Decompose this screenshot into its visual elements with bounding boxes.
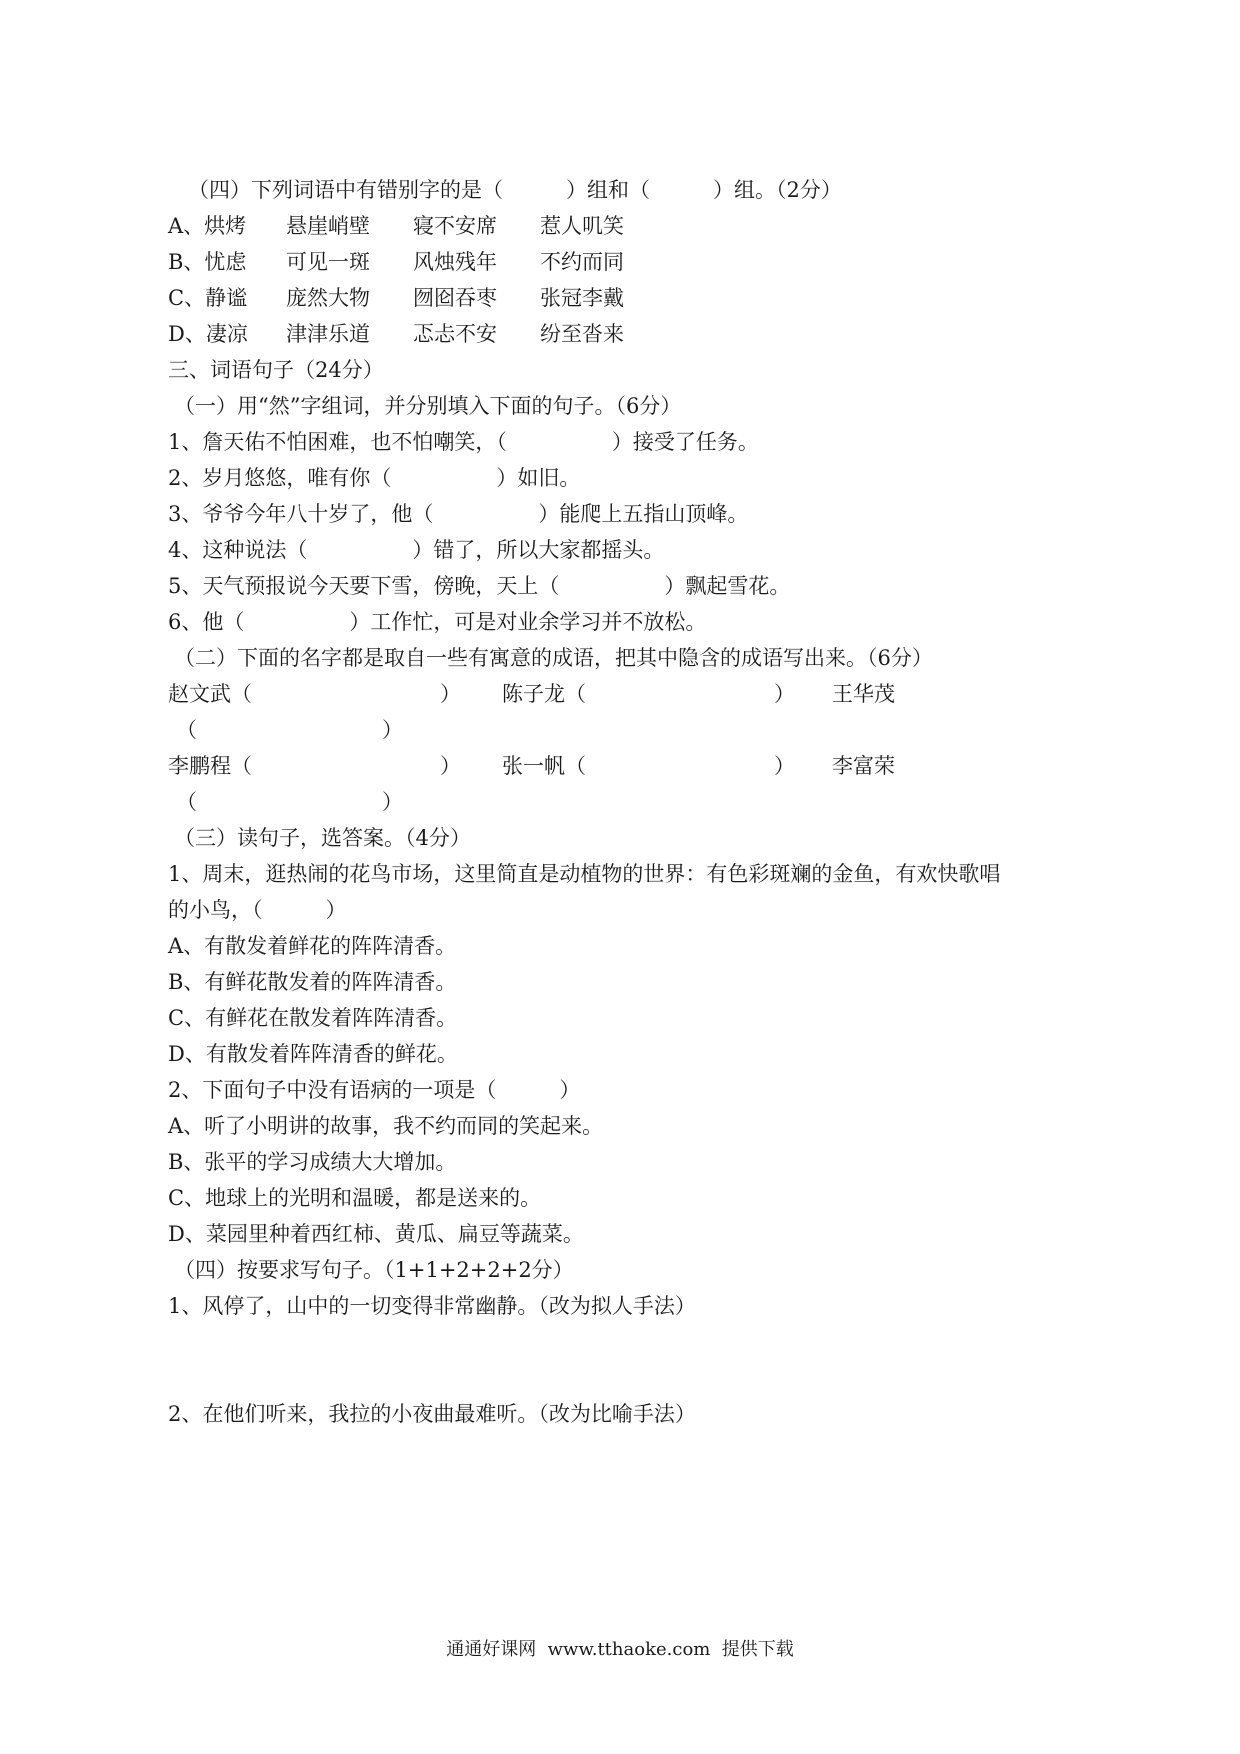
word: 不约而同: [540, 250, 624, 274]
word: 寝不安席: [413, 214, 497, 238]
fill-item: 3、爷爷今年八十岁了，他（ ）能爬上五指山顶峰。: [168, 502, 749, 526]
word: 庞然大物: [286, 286, 370, 310]
question-ran-words: （一）用“然”字组词，并分别填入下面的句子。（6分）: [174, 394, 682, 418]
name-label: 李富荣: [832, 754, 895, 778]
bracket-close: ）: [440, 754, 461, 778]
word: 忑忐不安: [413, 322, 497, 346]
fill-item: 1、詹天佑不怕困难，也不怕嘲笑，（ ）接受了任务。: [168, 430, 759, 454]
choice-option: B、张平的学习成绩大大增加。: [168, 1150, 457, 1174]
bracket-open: （: [176, 790, 197, 814]
bracket-close: ）: [382, 718, 403, 742]
word: 风烛残年: [413, 250, 497, 274]
page-footer: 通通好课网 www.tthaoke.com 提供下载: [446, 1639, 794, 1660]
section-title: 三、词语句子（24分）: [168, 358, 384, 382]
choice-question-2: 2、下面句子中没有语病的一项是（ ）: [168, 1078, 581, 1102]
question-idioms: （二）下面的名字都是取自一些有寓意的成语，把其中隐含的成语写出来。（6分）: [174, 646, 933, 670]
bracket-open: （: [176, 718, 197, 742]
bracket-close: ）: [440, 682, 461, 706]
fill-item: 6、他（ ）工作忙，可是对业余学习并不放松。: [168, 610, 707, 634]
choice-option: B、有鲜花散发着的阵阵清香。: [168, 970, 457, 994]
word: 津津乐道: [286, 322, 370, 346]
choice-option: D、有散发着阵阵清香的鲜花。: [168, 1042, 458, 1066]
choice-option: C、地球上的光明和温暖，都是送来的。: [168, 1186, 542, 1210]
choice-option: C、有鲜花在散发着阵阵清香。: [168, 1006, 458, 1030]
option-label: A、烘烤: [168, 214, 247, 238]
rewrite-item: 2、在他们听来，我拉的小夜曲最难听。（改为比喻手法）: [168, 1402, 696, 1426]
fill-item: 5、天气预报说今天要下雪，傍晚，天上（ ）飘起雪花。: [168, 574, 791, 598]
option-label: C、静谧: [168, 286, 248, 310]
choice-option: A、听了小明讲的故事，我不约而同的笑起来。: [168, 1114, 604, 1138]
rewrite-item: 1、风停了，山中的一切变得非常幽静。（改为拟人手法）: [168, 1294, 696, 1318]
choice-question-1-cont: 的小鸟，（ ）: [168, 898, 347, 922]
name-label: 王华茂: [832, 682, 895, 706]
name-label: 陈子龙（: [502, 682, 586, 706]
choice-question-1: 1、周末，逛热闹的花鸟市场，这里简直是动植物的世界：有色彩斑斓的金鱼，有欢快歌唱: [168, 862, 1001, 886]
name-label: 张一帆（: [502, 754, 586, 778]
name-label: 赵文武（: [168, 682, 252, 706]
question-error-words: （四）下列词语中有错别字的是（ ）组和（ ）组。（2分）: [188, 178, 842, 202]
option-label: B、忧虑: [168, 250, 247, 274]
question-rewrite: （四）按要求写句子。（1+1+2+2+2分）: [174, 1258, 574, 1282]
bracket-close: ）: [382, 790, 403, 814]
word: 惹人叽笑: [540, 214, 624, 238]
name-label: 李鹏程（: [168, 754, 252, 778]
word: 可见一斑: [286, 250, 370, 274]
word: 囫囵吞枣: [413, 286, 497, 310]
word: 悬崖峭壁: [286, 214, 370, 238]
fill-item: 2、岁月悠悠，唯有你（ ）如旧。: [168, 466, 581, 490]
word: 纷至沓来: [540, 322, 624, 346]
fill-item: 4、这种说法（ ）错了，所以大家都摇头。: [168, 538, 665, 562]
choice-option: A、有散发着鲜花的阵阵清香。: [168, 934, 457, 958]
bracket-close: ）: [774, 754, 795, 778]
choice-option: D、菜园里种着西红柿、黄瓜、扁豆等蔬菜。: [168, 1222, 584, 1246]
word: 张冠李戴: [540, 286, 624, 310]
option-label: D、凄凉: [168, 322, 248, 346]
bracket-close: ）: [774, 682, 795, 706]
question-choose: （三）读句子，选答案。（4分）: [174, 826, 471, 850]
